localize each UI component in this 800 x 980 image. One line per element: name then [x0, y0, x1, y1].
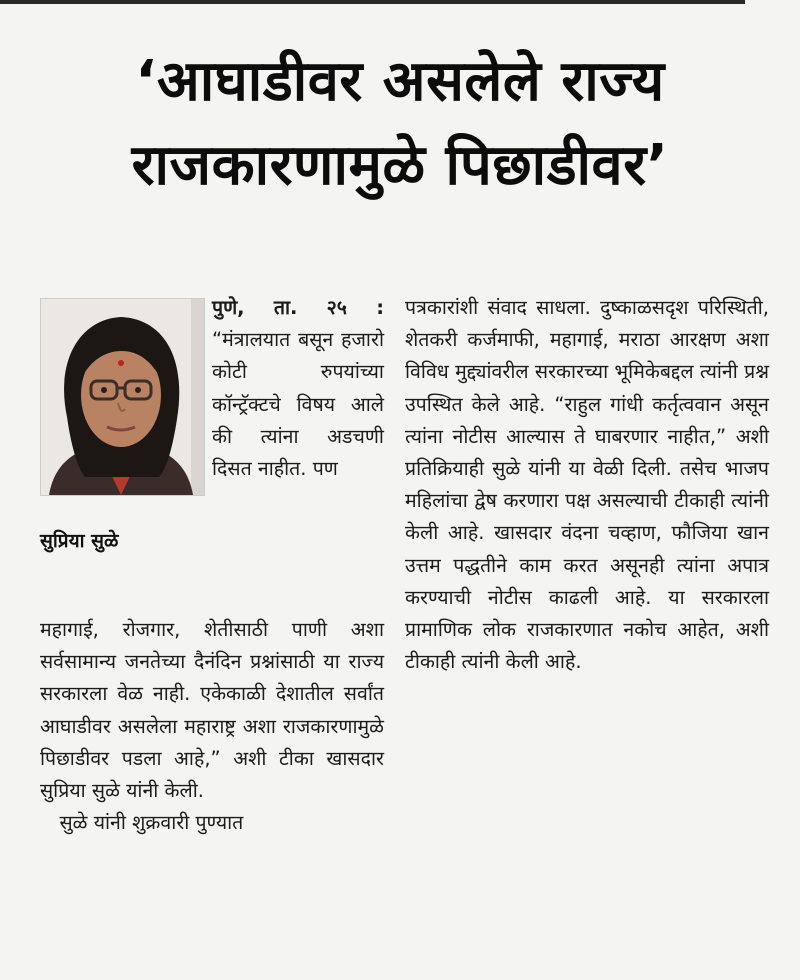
column-2-text: पत्रकारांशी संवाद साधला. दुष्काळसदृश परिस्थिती, शेतकरी कर्जमाफी, महागाई, मराठा आरक्षण अशा विविध मुद्द्यांवरील सरकारच्या भूमिकेबद्दल त्यांनी प्रश्न उपस्थित केले आहे. “राहुल गांधी कर्तृत्ववान असून त्यांना नोटीस आल्यास ते घाबरणार नाहीत,” अशी प्रतिक्रियाही सुळे यांनी या वेळी दिली. तसेच भाजप महिलांचा द्वेष करणारा पक्ष असल्याची टीकाही त्यांनी केली आहे. खासदार वंदना चव्हाण, फौजिया खान उत्तम पद्धतीने काम करत असूनही त्यांना अपात्र करण्याची नोटीस काढली आहे. या सरकारला प्रामाणिक लोक राजकारणात नकोच आहेत, अशी टीकाही त्यांनी केली आहे. [405, 296, 769, 674]
article-column-1-bottom [40, 614, 384, 839]
article-column-2 [405, 292, 769, 678]
article-column-1-top [212, 292, 384, 485]
lead-text: “मंत्रालयात बसून हजारो कोटी रुपयांच्या कॉन्ट्रॅक्टचे विषय आले की त्यांना अडचणी दिसत नाहीत. पण [212, 328, 384, 481]
dateline: पुणे, ता. २५ : [212, 296, 384, 319]
second-paragraph-text: सुळे यांनी शुक्रवारी पुण्यात [59, 811, 244, 835]
top-rule [0, 0, 745, 4]
lead-continuation: महागाई, रोजगार, शेतीसाठी पाणी अशा सर्वसामान्य जनतेच्या दैनंदिन प्रश्नांसाठी या राज्य सरकारला वेळ नाही. एकेकाळी देशातील सर्वांत आघाडीवर असलेला महाराष्ट्र अशा राजकारणामुळे पिछाडीवर पडला आहे,” अशी टीका खासदार सुप्रिया सुळे यांनी केली. [40, 618, 384, 803]
photo-caption: सुप्रिया सुळे [40, 530, 119, 552]
portrait-photo [40, 298, 205, 496]
article-lead [212, 292, 384, 485]
second-paragraph-start [40, 807, 384, 839]
headline: ‘आघाडीवर असलेले राज्य राजकारणामुळे पिछाडीवर’ [131, 49, 669, 198]
